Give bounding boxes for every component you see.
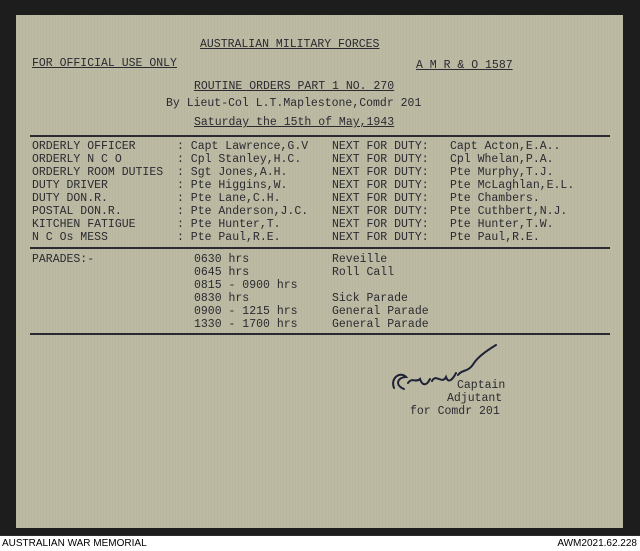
duty-assignee: : Capt Lawrence,G.V [177,140,309,153]
parade-event: General Parade [332,318,429,331]
duty-role: ORDERLY N C O [32,153,122,166]
duty-role: KITCHEN FATIGUE [32,218,136,231]
next-for-duty-label: NEXT FOR DUTY: [332,140,429,153]
duty-assignee: : Pte Lane,C.H. [177,192,281,205]
next-for-duty-label: NEXT FOR DUTY: [332,179,429,192]
bottom-divider [30,333,610,335]
org-heading: AUSTRALIAN MILITARY FORCES [200,38,380,51]
next-for-duty-label: NEXT FOR DUTY: [332,205,429,218]
next-for-duty-label: NEXT FOR DUTY: [332,218,429,231]
duty-assignee: : Pte Hunter,T. [177,218,281,231]
archive-name: AUSTRALIAN WAR MEMORIAL [2,538,147,549]
duty-role: ORDERLY ROOM DUTIES [32,166,164,179]
parade-event: Reveille [332,253,388,266]
middle-divider [30,247,610,249]
parade-event: Roll Call [332,266,395,279]
parade-time: 0900 - 1215 hrs [194,305,298,318]
next-for-duty-label: NEXT FOR DUTY: [332,153,429,166]
archive-footer [0,536,640,551]
duty-assignee: : Pte Anderson,J.C. [177,205,309,218]
signatory-role: Adjutant [447,392,503,405]
next-assignee: Pte Hunter,T.W. [450,218,554,231]
signatory-rank: Captain [457,379,506,392]
next-assignee: Pte McLaghlan,E.L. [450,179,575,192]
next-assignee: Pte Murphy,T.J. [450,166,554,179]
next-for-duty-label: NEXT FOR DUTY: [332,231,429,244]
next-assignee: Capt Acton,E.A.. [450,140,561,153]
document-title: ROUTINE ORDERS PART 1 NO. 270 [194,80,395,93]
parade-event: Sick Parade [332,292,408,305]
routine-orders-document [16,15,623,528]
duty-assignee: : Cpl Stanley,H.C. [177,153,302,166]
next-assignee: Cpl Whelan,P.A. [450,153,554,166]
parade-time: 0830 hrs [194,292,250,305]
archive-reference: AWM2021.62.228 [557,538,637,549]
parades-label: PARADES:- [32,253,95,266]
duty-role: ORDERLY OFFICER [32,140,136,153]
signatory-for: for Comdr 201 [410,405,500,418]
parade-time: 1330 - 1700 hrs [194,318,298,331]
duty-assignee: : Pte Higgins,W. [177,179,288,192]
classification-label: FOR OFFICIAL USE ONLY [32,57,177,70]
parade-event: General Parade [332,305,429,318]
duty-role: DUTY DON.R. [32,192,108,205]
duty-role: DUTY DRIVER [32,179,108,192]
form-reference: A M R & O 1587 [416,59,513,72]
next-for-duty-label: NEXT FOR DUTY: [332,192,429,205]
duty-assignee: : Pte Paul,R.E. [177,231,281,244]
next-assignee: Pte Paul,R.E. [450,231,540,244]
parade-time: 0645 hrs [194,266,250,279]
issuing-officer: By Lieut-Col L.T.Maplestone,Comdr 201 [166,97,422,110]
parade-time: 0630 hrs [194,253,250,266]
parade-time: 0815 - 0900 hrs [194,279,298,292]
duty-role: N C Os MESS [32,231,108,244]
duty-role: POSTAL DON.R. [32,205,122,218]
next-assignee: Pte Cuthbert,N.J. [450,205,568,218]
next-assignee: Pte Chambers. [450,192,540,205]
duty-assignee: : Sgt Jones,A.H. [177,166,288,179]
next-for-duty-label: NEXT FOR DUTY: [332,166,429,179]
top-divider [30,135,610,137]
order-date: Saturday the 15th of May,1943 [194,116,395,129]
